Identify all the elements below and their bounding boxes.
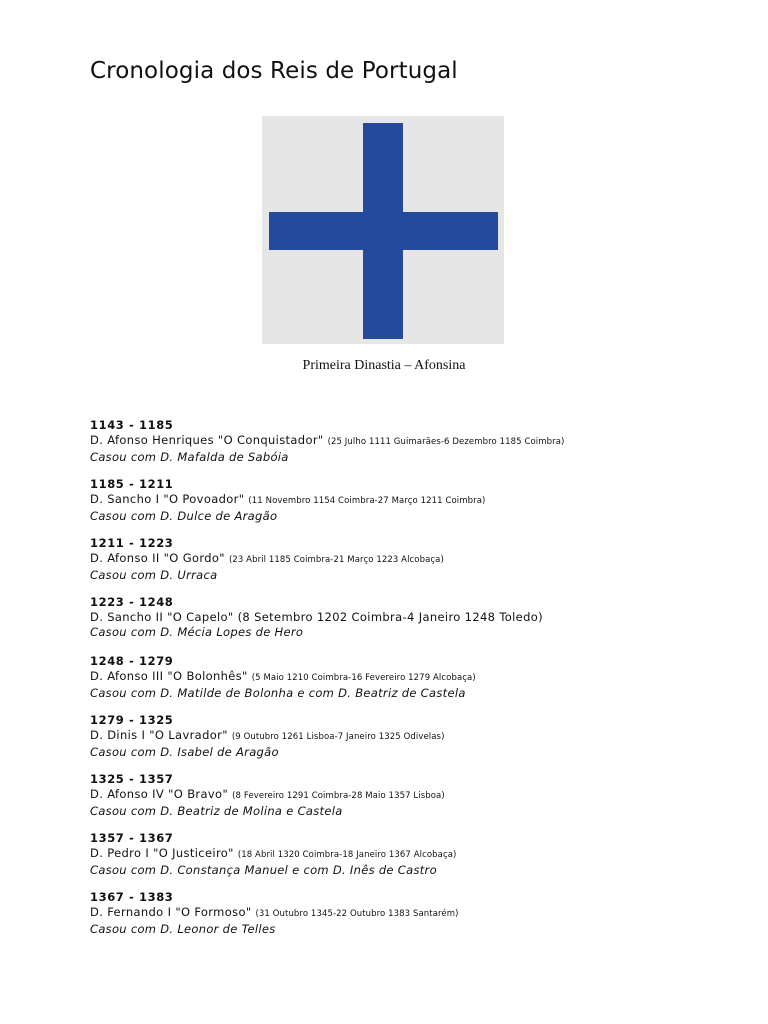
reign-years: 1248 - 1279 [90, 654, 174, 668]
page-title: Cronologia dos Reis de Portugal [90, 58, 458, 84]
king-line [90, 846, 750, 863]
reign-years: 1223 - 1248 [90, 595, 174, 609]
flag-cross-horizontal-bar [269, 212, 498, 250]
reign-list [90, 418, 750, 949]
king-spouse: Casou com D. Isabel de Aragão [90, 744, 279, 759]
king-spouse: Casou com D. Dulce de Aragão [90, 508, 278, 523]
king-life-details: (23 Abril 1185 Coimbra-21 Março 1223 Alcobaça) [228, 554, 444, 565]
reign-entry [90, 831, 750, 890]
reign-years: 1357 - 1367 [90, 831, 174, 845]
king-life-details: (9 Outubro 1261 Lisboa-7 Janeiro 1325 Odivelas) [231, 731, 445, 742]
king-spouse: Casou com D. Urraca [90, 567, 218, 582]
king-spouse: Casou com D. Mafalda de Sabóia [90, 449, 289, 464]
king-life-details: (31 Outubro 1345-22 Outubro 1383 Santarém) [255, 908, 459, 919]
reign-entry [90, 595, 750, 654]
king-life-details: (8 Setembro 1202 Coimbra-4 Janeiro 1248 Toledo) [237, 609, 543, 624]
king-name: D. Fernando I "O Formoso" [90, 904, 252, 919]
king-name: D. Dinis I "O Lavrador" [90, 727, 228, 742]
reign-years: 1325 - 1357 [90, 772, 174, 786]
king-line [90, 492, 750, 509]
king-life-details: (25 Julho 1111 Guimarães-6 Dezembro 1185 Coimbra) [327, 436, 565, 447]
king-name: D. Afonso II "O Gordo" [90, 550, 225, 565]
king-name: D. Sancho I "O Povoador" [90, 491, 245, 506]
king-name: D. Afonso IV "O Bravo" [90, 786, 229, 801]
reign-years: 1185 - 1211 [90, 477, 174, 491]
blue-cross-flag-icon [262, 116, 504, 344]
king-life-details: (5 Maio 1210 Coimbra-16 Fevereiro 1279 Alcobaça) [251, 672, 476, 683]
king-name: D. Sancho II "O Capelo" [90, 609, 234, 624]
king-line [90, 610, 750, 625]
king-name: D. Pedro I "O Justiceiro" [90, 845, 234, 860]
king-name: D. Afonso Henriques "O Conquistador" [90, 432, 324, 447]
king-name: D. Afonso III "O Bolonhês" [90, 668, 248, 683]
reign-entry [90, 713, 750, 772]
reign-years: 1211 - 1223 [90, 536, 174, 550]
king-life-details: (8 Fevereiro 1291 Coimbra-28 Maio 1357 Lisboa) [232, 790, 445, 801]
reign-years: 1279 - 1325 [90, 713, 174, 727]
reign-entry [90, 477, 750, 536]
king-line [90, 905, 750, 922]
reign-entry [90, 418, 750, 477]
reign-entry [90, 772, 750, 831]
king-spouse: Casou com D. Mécia Lopes de Hero [90, 624, 304, 639]
king-life-details: (18 Abril 1320 Coimbra-18 Janeiro 1367 Alcobaça) [237, 849, 457, 860]
reign-years: 1143 - 1185 [90, 418, 174, 432]
king-spouse: Casou com D. Leonor de Telles [90, 921, 276, 936]
king-line [90, 669, 750, 686]
dynasty-caption: Primeira Dinastia – Afonsina [302, 358, 466, 373]
reign-entry [90, 536, 750, 595]
king-spouse: Casou com D. Constança Manuel e com D. Inês de Castro [90, 862, 437, 877]
king-line [90, 433, 750, 450]
reign-years: 1367 - 1383 [90, 890, 174, 904]
reign-entry [90, 654, 750, 713]
reign-entry [90, 890, 750, 949]
king-line [90, 728, 750, 745]
king-line [90, 551, 750, 568]
king-spouse: Casou com D. Beatriz de Molina e Castela [90, 803, 343, 818]
king-spouse: Casou com D. Matilde de Bolonha e com D. Beatriz de Castela [90, 685, 466, 700]
king-line [90, 787, 750, 804]
king-life-details: (11 Novembro 1154 Coimbra-27 Março 1211 Coimbra) [248, 495, 486, 506]
